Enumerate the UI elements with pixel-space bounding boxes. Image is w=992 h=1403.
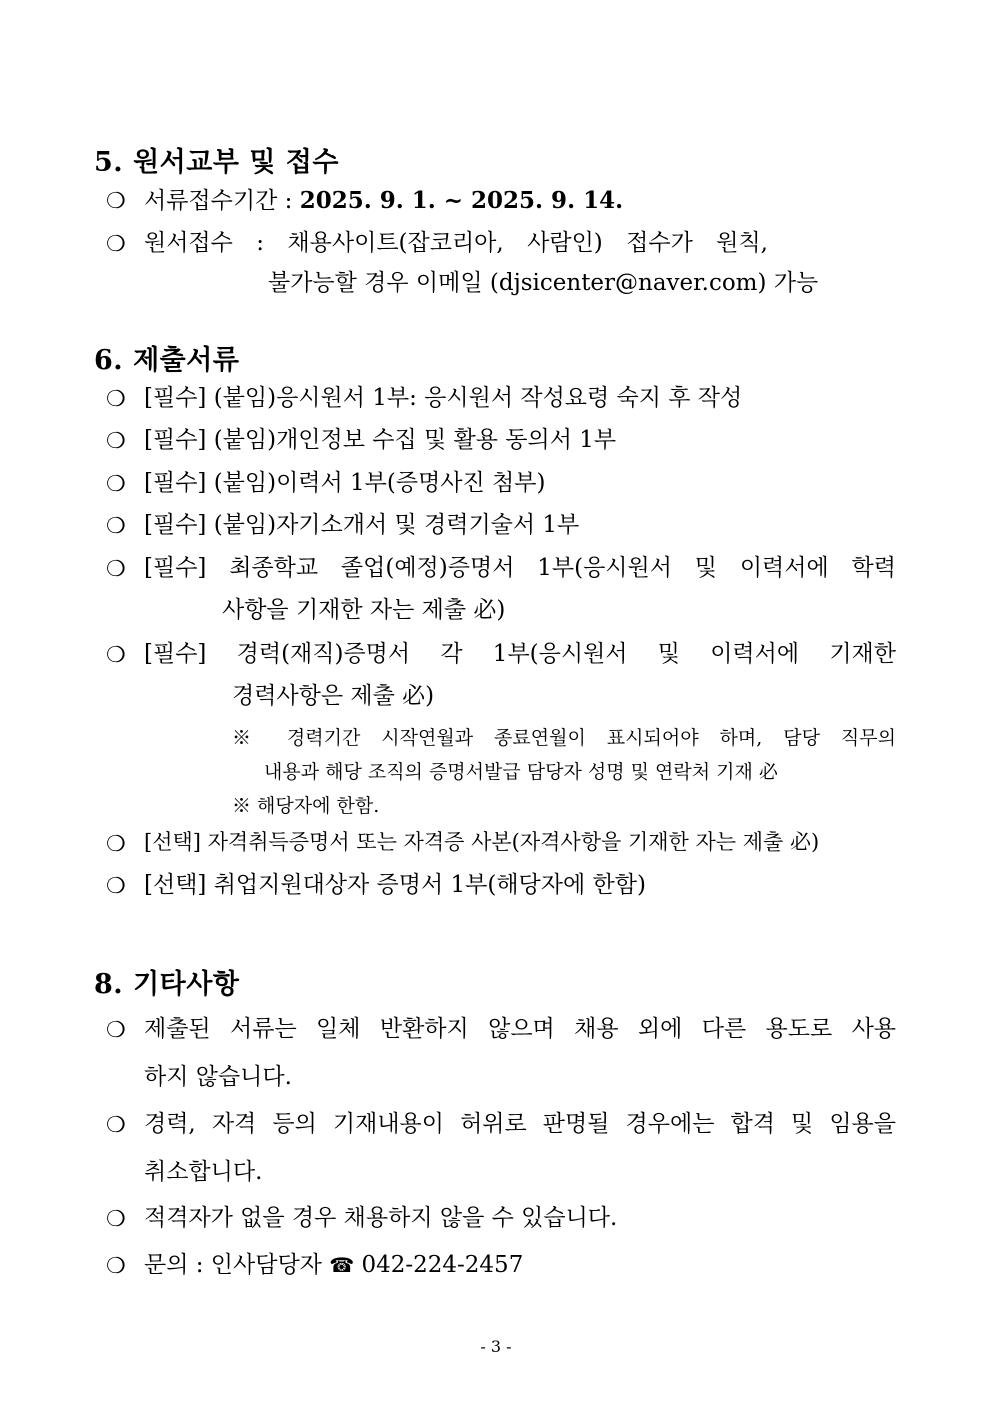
career-note-line2: 내용과 해당 조직의 증명서발급 담당자 성명 및 연락처 기재 必: [264, 761, 778, 783]
required-doc-graduation-line2: 사항을 기재한 자는 제출 必): [222, 597, 506, 623]
bullet: ❍: [106, 189, 126, 214]
misc-no-return-line1: 제출된 서류는 일체 반환하지 않으며 채용 외에 다른 용도로 사용: [144, 1016, 896, 1042]
required-doc-privacy-consent: [필수] (붙임)개인정보 수집 및 활용 동의서 1부: [144, 427, 617, 453]
bullet: ❍: [106, 514, 126, 539]
section-6-heading: 6. 제출서류: [94, 345, 240, 376]
bullet: ❍: [106, 472, 126, 497]
application-period: [144, 189, 623, 213]
required-doc-application-form: [필수] (붙임)응시원서 1부: 응시원서 작성요령 숙지 후 작성: [144, 385, 743, 411]
misc-no-return-line2: 하지 않습니다.: [144, 1064, 292, 1090]
bullet: ❍: [106, 1254, 126, 1279]
bullet: ❍: [106, 1113, 126, 1138]
bullet: ❍: [106, 1207, 126, 1232]
application-period-value: 2025. 9. 1. ~ 2025. 9. 14.: [299, 187, 624, 214]
career-note-2: ※ 해당자에 한함.: [232, 795, 380, 817]
contact-label: 문의 : 인사담당자: [144, 1252, 330, 1278]
application-method-line1: 원서접수 : 채용사이트(잡코리아, 사람인) 접수가 원칙,: [144, 230, 768, 256]
bullet: ❍: [106, 387, 126, 412]
bullet: ❍: [106, 557, 126, 582]
optional-doc-veterans: [선택] 취업지원대상자 증명서 1부(해당자에 한함): [144, 872, 646, 898]
bullet: ❍: [106, 832, 126, 857]
misc-no-suitable-candidate: 적격자가 없을 경우 채용하지 않을 수 있습니다.: [144, 1205, 618, 1231]
bullet: ❍: [106, 429, 126, 454]
required-doc-career-line1: [필수] 경력(재직)증명서 각 1부(응시원서 및 이력서에 기재한: [144, 641, 896, 667]
contact-line: [144, 1254, 523, 1277]
section-5-heading: 5. 원서교부 및 접수: [94, 147, 339, 178]
required-doc-graduation-line1: [필수] 최종학교 졸업(예정)증명서 1부(응시원서 및 이력서에 학력: [144, 555, 896, 581]
required-doc-self-intro: [필수] (붙임)자기소개서 및 경력기술서 1부: [144, 512, 580, 538]
bullet: ❍: [106, 232, 126, 257]
misc-false-info-line1: 경력, 자격 등의 기재내용이 허위로 판명될 경우에는 합격 및 임용을: [144, 1111, 896, 1137]
contact-phone: 042-224-2457: [354, 1252, 524, 1278]
required-doc-resume: [필수] (붙임)이력서 1부(증명사진 첨부): [144, 470, 546, 496]
section-8-heading: 8. 기타사항: [94, 969, 240, 1000]
application-period-label: 서류접수기간 :: [144, 188, 300, 214]
bullet: ❍: [106, 643, 126, 668]
optional-doc-certificate: [선택] 자격취득증명서 또는 자격증 사본(자격사항을 기재한 자는 제출 必): [144, 830, 820, 854]
required-doc-career-line2: 경력사항은 제출 必): [232, 683, 435, 709]
misc-false-info-line2: 취소합니다.: [144, 1159, 263, 1185]
application-method-line2: 불가능할 경우 이메일 (djsicenter@naver.com) 가능: [268, 270, 819, 296]
page-number: - 3 -: [480, 1337, 512, 1356]
bullet: ❍: [106, 1018, 126, 1043]
phone-icon: ☎: [329, 1253, 355, 1277]
bullet: ❍: [106, 874, 126, 899]
career-note-line1: ※ 경력기간 시작연월과 종료연월이 표시되어야 하며, 담당 직무의: [232, 727, 896, 749]
